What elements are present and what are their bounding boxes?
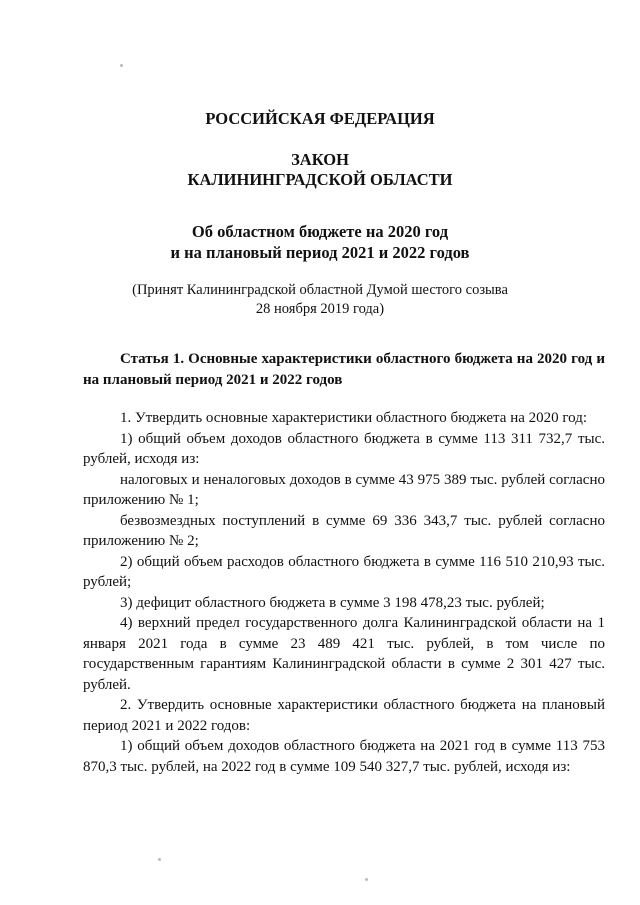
paragraph: безвозмездных поступлений в сумме 69 336 343,7 тыс. рублей согласно приложению № 2; — [83, 512, 605, 549]
paragraph: налоговых и неналоговых доходов в сумме 43 975 389 тыс. рублей согласно приложению № 1; — [83, 471, 605, 508]
article-heading: Статья 1. Основные характеристики областного бюджета на 2020 год и на плановый период 2021 и 2022 годов — [83, 351, 605, 388]
law-title-line2: и на плановый период 2021 и 2022 годов — [170, 243, 470, 262]
adoption-note-line1: (Принят Калининградской областной Думой шестого созыва — [132, 282, 508, 298]
scan-speck — [365, 878, 368, 881]
country-heading: РОССИЙСКАЯ ФЕДЕРАЦИЯ — [205, 109, 435, 128]
paragraph: 4) верхний предел государственного долга Калининградской области на 1 января 2021 года в сумме 23 489 421 тыс. рублей, в том числе по государственным гарантиям Калининградской области в сумме 2 301 427 тыс. рублей. — [83, 615, 605, 693]
adoption-note-line2: 28 ноября 2019 года) — [255, 301, 385, 317]
article-body — [83, 349, 605, 777]
paragraph: 1) общий объем доходов областного бюджета на 2021 год в сумме 113 753 870,3 тыс. рублей, на 2022 год в сумме 109 540 327,7 тыс. рублей, исходя из: — [83, 738, 605, 775]
scan-speck — [120, 64, 123, 67]
region-heading: КАЛИНИНГРАДСКОЙ ОБЛАСТИ — [187, 170, 453, 189]
paragraph: 2. Утвердить основные характеристики областного бюджета на плановый период 2021 и 2022 годов: — [83, 697, 605, 734]
paragraph: 1. Утвердить основные характеристики областного бюджета на 2020 год: — [120, 410, 588, 426]
scan-speck — [158, 858, 161, 861]
paragraph: 1) общий объем доходов областного бюджета в сумме 113 311 732,7 тыс. рублей, исходя из: — [83, 430, 605, 467]
law-heading: ЗАКОН — [291, 150, 349, 169]
paragraph: 2) общий объем расходов областного бюджета в сумме 116 510 210,93 тыс. рублей; — [83, 553, 605, 590]
paragraph: 3) дефицит областного бюджета в сумме 3 198 478,23 тыс. рублей; — [120, 594, 545, 611]
law-title-line1: Об областном бюджете на 2020 год — [191, 222, 449, 241]
